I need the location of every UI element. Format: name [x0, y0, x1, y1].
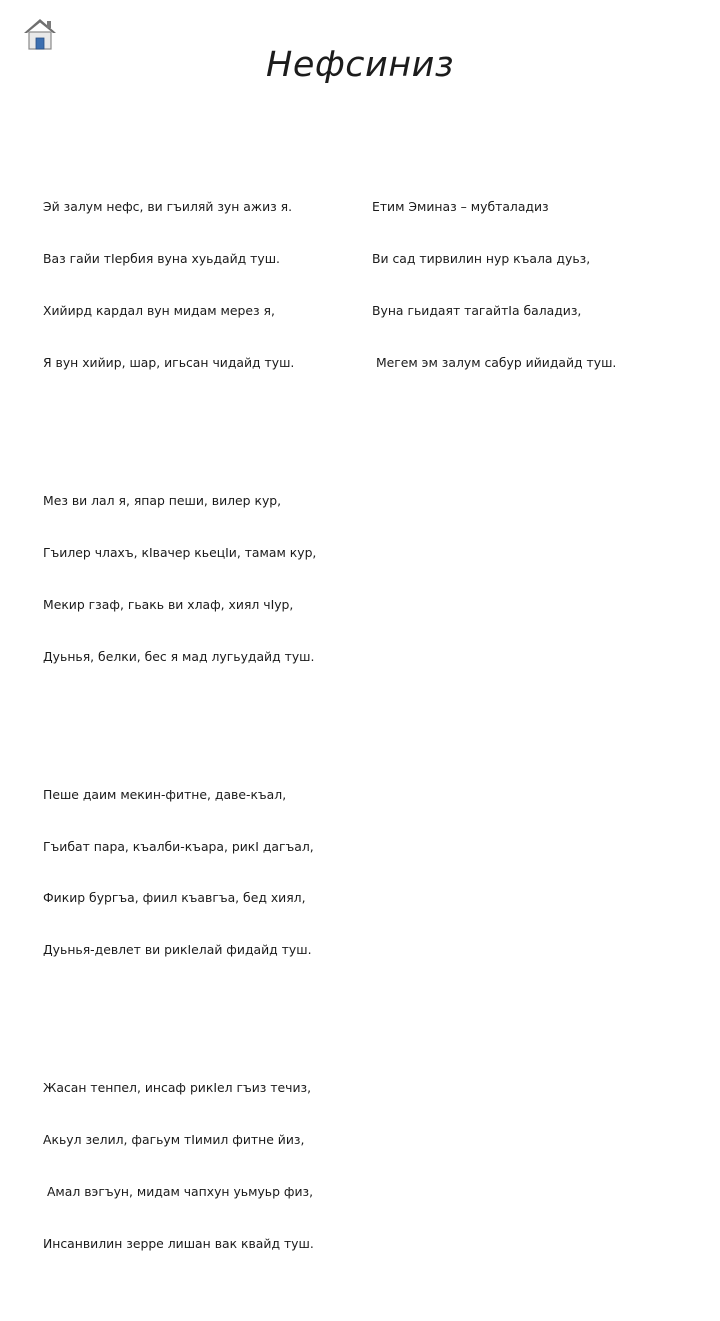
- poem-line: Гъилер члахъ, кІвачер кьецІи, тамам кур,: [43, 544, 317, 560]
- poem-line: Мекир гзаф, гьакь ви хлаф, хиял чІур,: [43, 596, 294, 612]
- stanza: [43, 1045, 316, 1287]
- stanza: [372, 164, 616, 406]
- poem-line: Вуна гьидаят тагайтІа баладиз,: [372, 302, 582, 318]
- poem-line: Мез ви лал я, япар пеши, вилер кур,: [43, 492, 282, 508]
- poem-line: Гъибат пара, къалби-къара, рикІ дагъал,: [43, 838, 314, 854]
- poem-line: Ви сад тирвилин нур къала дуьз,: [372, 251, 591, 267]
- poem-line: Етим Эминаз – мубталадиз: [372, 199, 549, 215]
- poem-line: Я вун хийир, шар, игьсан чидайд туш.: [43, 354, 295, 370]
- poem-line: Амал вэгъун, мидам чапхун уьмуьр физ,: [43, 1184, 314, 1200]
- poem-line: Пеше даим мекин-фитне, даве-къал,: [43, 786, 287, 802]
- poem-line: Дуьнья-девлет ви рикІелай фидайд туш.: [43, 942, 312, 958]
- stanza: [43, 751, 316, 993]
- poem-line: Эй залум нефс, ви гъиляй зун ажиз я.: [43, 199, 293, 215]
- poem-line: Акьул зелил, фагьум тІимил фитне йиз,: [43, 1132, 305, 1148]
- page-title: Нефсиниз: [266, 45, 455, 85]
- right-poem-column: [372, 129, 616, 440]
- home-icon[interactable]: [22, 16, 58, 52]
- poem-line: Хийирд кардал вун мидам мерез я,: [43, 302, 275, 318]
- poem-line: Инсанвилин зерре лишан вак квайд туш.: [43, 1236, 314, 1252]
- poem-line: Дуьнья, белки, бес я мад лугьудайд туш.: [43, 648, 315, 664]
- left-poem-column: [43, 129, 316, 1321]
- stanza: [43, 457, 316, 699]
- poem-line: Ваз гайи тІербия вуна хуьдайд туш.: [43, 251, 280, 267]
- poem-line: Мегем эм залум сабур ийидайд туш.: [372, 354, 617, 370]
- poem-line: Фикир бургъа, фиил къавгъа, бед хиял,: [43, 890, 306, 906]
- poem-line: Жасан тенпел, инсаф рикІел гъиз течиз,: [43, 1080, 312, 1096]
- stanza: [43, 164, 316, 406]
